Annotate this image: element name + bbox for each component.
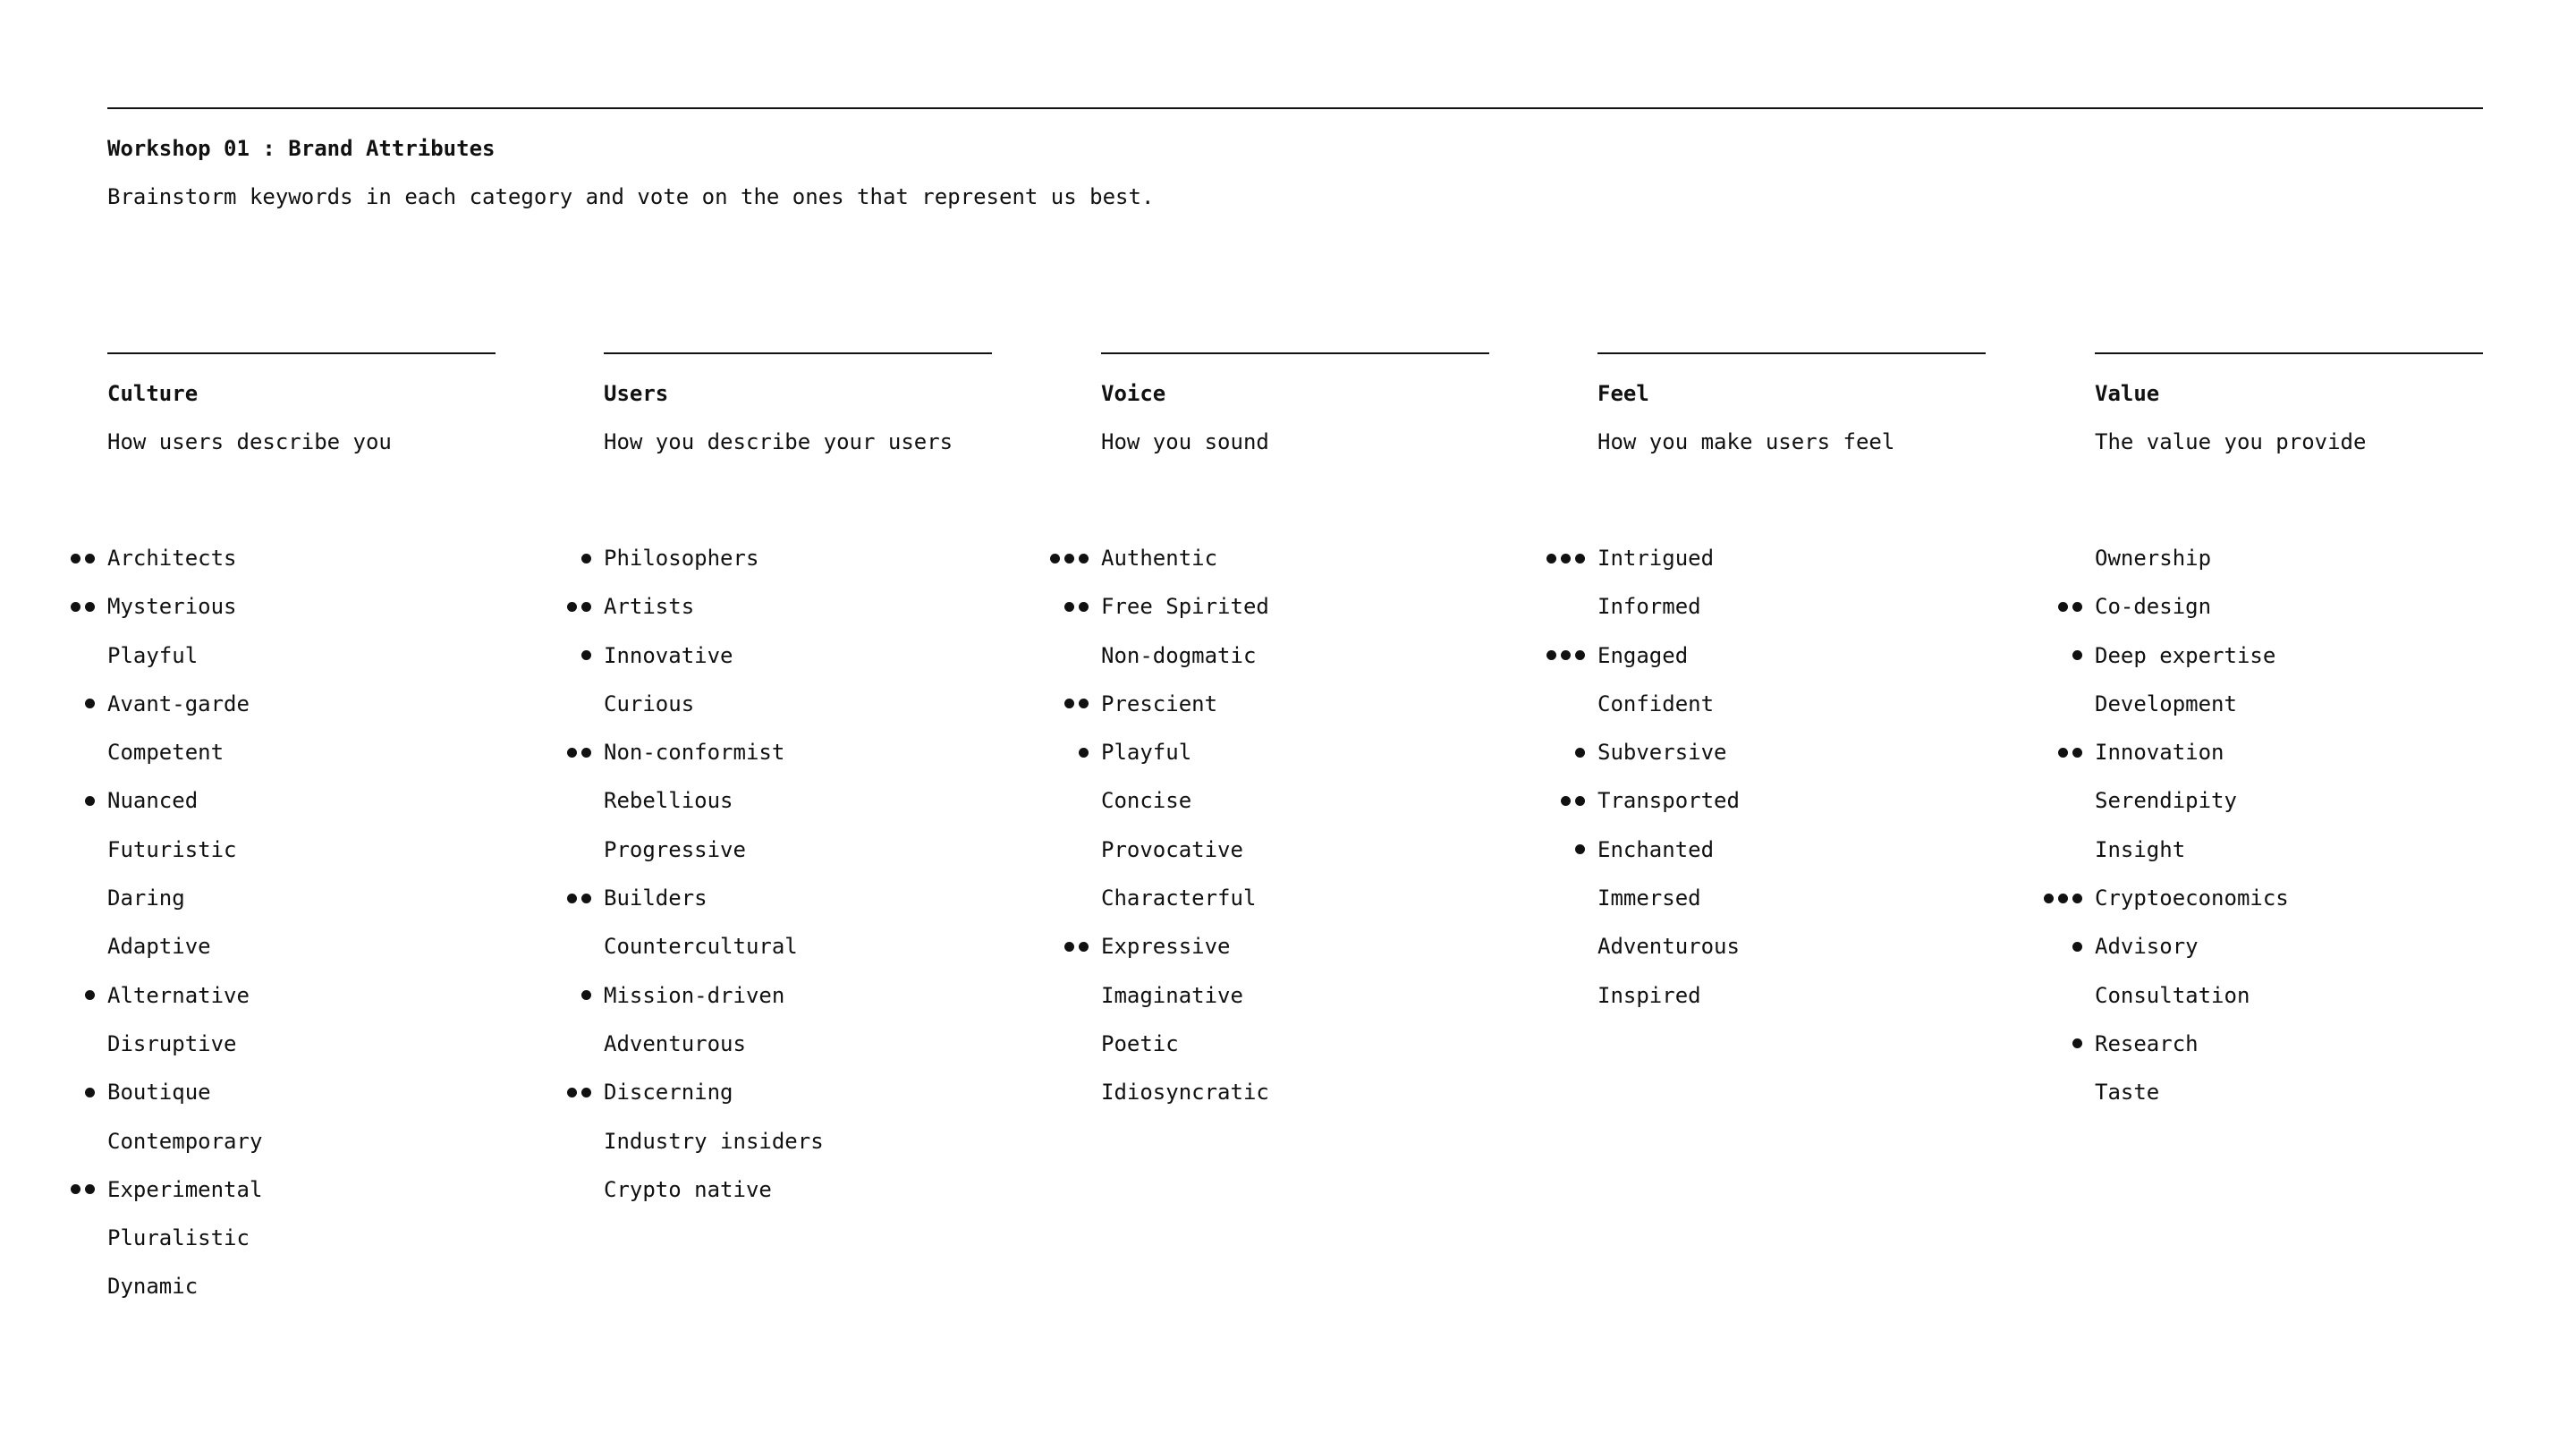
vote-dot-icon xyxy=(85,1088,95,1097)
keyword-item xyxy=(107,738,496,786)
keyword-item xyxy=(107,1272,496,1320)
vote-dot-icon xyxy=(85,1184,95,1194)
keyword-label: Authentic xyxy=(1101,546,1218,571)
keyword-list xyxy=(2095,544,2483,1127)
keyword-label: Mission-driven xyxy=(604,982,785,1008)
vote-dot-icon xyxy=(2072,650,2082,660)
keyword-label: Contemporary xyxy=(107,1128,263,1154)
keyword-label: Curious xyxy=(604,691,695,716)
column-subtitle: How you describe your users xyxy=(604,429,953,454)
keyword-label: Futuristic xyxy=(107,836,237,862)
keyword-label: Cryptoeconomics xyxy=(2095,886,2289,911)
keyword-label: Confident xyxy=(1597,691,1715,716)
vote-count xyxy=(1064,932,1089,961)
vote-dot-icon xyxy=(2058,602,2068,612)
keyword-item xyxy=(107,641,496,690)
keyword-item xyxy=(107,835,496,884)
keyword-item xyxy=(107,1030,496,1078)
keyword-label: Innovative xyxy=(604,642,733,668)
keyword-label: Daring xyxy=(107,886,185,911)
keyword-label: Imaginative xyxy=(1101,982,1243,1008)
vote-count xyxy=(2072,641,2082,670)
keyword-label: Avant-garde xyxy=(107,691,250,716)
keyword-label: Countercultural xyxy=(604,934,798,960)
vote-dot-icon xyxy=(85,990,95,1000)
vote-dot-icon xyxy=(1575,844,1585,854)
vote-count xyxy=(567,592,591,621)
header-divider xyxy=(107,107,2483,109)
vote-dot-icon xyxy=(1575,554,1585,564)
column-subtitle: How you sound xyxy=(1101,429,1269,454)
vote-dot-icon xyxy=(567,602,577,612)
vote-dot-icon xyxy=(1561,554,1571,564)
keyword-label: Nuanced xyxy=(107,788,199,814)
vote-dot-icon xyxy=(1561,650,1571,660)
vote-count xyxy=(1050,544,1089,572)
vote-count xyxy=(1079,738,1089,767)
keyword-label: Subversive xyxy=(1597,740,1727,766)
keyword-item xyxy=(604,544,992,592)
keyword-label: Deep expertise xyxy=(2095,642,2276,668)
keyword-item xyxy=(1101,981,1489,1030)
keyword-label: Development xyxy=(2095,691,2237,716)
keyword-label: Provocative xyxy=(1101,836,1243,862)
keyword-label: Prescient xyxy=(1101,691,1218,716)
keyword-item xyxy=(107,544,496,592)
keyword-item xyxy=(604,1175,992,1224)
vote-count xyxy=(1064,690,1089,718)
vote-dot-icon xyxy=(2044,894,2054,903)
vote-dot-icon xyxy=(71,602,80,612)
keyword-label: Advisory xyxy=(2095,934,2199,960)
vote-dot-icon xyxy=(1079,554,1089,564)
vote-dot-icon xyxy=(1064,699,1074,708)
keyword-label: Enchanted xyxy=(1597,836,1715,862)
keyword-label: Playful xyxy=(1101,740,1192,766)
keyword-item xyxy=(604,786,992,835)
vote-count xyxy=(71,592,95,621)
keyword-item xyxy=(604,1078,992,1126)
keyword-item xyxy=(2095,592,2483,640)
keyword-label: Expressive xyxy=(1101,934,1231,960)
column-divider xyxy=(1101,352,1489,354)
vote-count xyxy=(1546,641,1585,670)
vote-dot-icon xyxy=(1050,554,1060,564)
keyword-item xyxy=(107,884,496,932)
keyword-item xyxy=(604,1127,992,1175)
vote-dot-icon xyxy=(581,650,591,660)
column-value xyxy=(2095,352,2483,1127)
vote-dot-icon xyxy=(581,990,591,1000)
vote-dot-icon xyxy=(2072,894,2082,903)
vote-count xyxy=(567,1078,591,1106)
vote-count xyxy=(2072,1030,2082,1058)
keyword-item xyxy=(107,1078,496,1126)
column-voice xyxy=(1101,352,1489,1127)
column-feel xyxy=(1597,352,1986,1030)
keyword-label: Adaptive xyxy=(107,934,211,960)
vote-dot-icon xyxy=(581,602,591,612)
keyword-label: Intrigued xyxy=(1597,546,1715,571)
keyword-item xyxy=(1101,786,1489,835)
vote-dot-icon xyxy=(581,894,591,903)
vote-count xyxy=(1064,592,1089,621)
keyword-item xyxy=(1101,738,1489,786)
vote-dot-icon xyxy=(85,602,95,612)
vote-count xyxy=(85,690,95,718)
vote-count xyxy=(1561,786,1585,815)
keyword-item xyxy=(2095,884,2483,932)
keyword-item xyxy=(604,738,992,786)
keyword-item xyxy=(2095,690,2483,738)
keyword-item xyxy=(604,884,992,932)
keyword-label: Rebellious xyxy=(604,788,733,814)
keyword-item xyxy=(1101,690,1489,738)
column-subtitle: The value you provide xyxy=(2095,429,2367,454)
keyword-label: Ownership xyxy=(2095,546,2212,571)
vote-count xyxy=(1575,835,1585,864)
keyword-item xyxy=(604,641,992,690)
keyword-list xyxy=(107,544,496,1321)
vote-dot-icon xyxy=(1064,942,1074,952)
keyword-label: Philosophers xyxy=(604,546,759,571)
vote-dot-icon xyxy=(567,894,577,903)
keyword-item xyxy=(1101,835,1489,884)
keyword-item xyxy=(2095,981,2483,1030)
keyword-item xyxy=(2095,738,2483,786)
keyword-item xyxy=(1101,641,1489,690)
column-title: Users xyxy=(604,381,669,406)
keyword-item xyxy=(2095,544,2483,592)
column-divider xyxy=(1597,352,1986,354)
keyword-item xyxy=(1101,544,1489,592)
keyword-label: Crypto native xyxy=(604,1176,772,1202)
keyword-label: Disruptive xyxy=(107,1030,237,1056)
vote-dot-icon xyxy=(1561,796,1571,806)
keyword-item xyxy=(1597,738,1986,786)
keyword-item xyxy=(107,786,496,835)
keyword-label: Architects xyxy=(107,546,237,571)
keyword-label: Non-conformist xyxy=(604,740,785,766)
keyword-item xyxy=(107,592,496,640)
keyword-item xyxy=(1597,884,1986,932)
keyword-label: Alternative xyxy=(107,982,250,1008)
keyword-label: Competent xyxy=(107,740,225,766)
keyword-label: Transported xyxy=(1597,788,1740,814)
vote-dot-icon xyxy=(1079,748,1089,758)
keyword-label: Poetic xyxy=(1101,1030,1179,1056)
page-title: Workshop 01 : Brand Attributes xyxy=(107,136,496,161)
keyword-item xyxy=(107,1175,496,1224)
column-divider xyxy=(107,352,496,354)
vote-count xyxy=(85,981,95,1010)
vote-dot-icon xyxy=(85,796,95,806)
keyword-item xyxy=(107,1127,496,1175)
keyword-label: Informed xyxy=(1597,594,1701,620)
keyword-item xyxy=(1101,592,1489,640)
vote-dot-icon xyxy=(2072,748,2082,758)
keyword-item xyxy=(1101,1030,1489,1078)
keyword-item xyxy=(107,690,496,738)
keyword-item xyxy=(604,835,992,884)
vote-count xyxy=(71,544,95,572)
keyword-item xyxy=(604,1030,992,1078)
vote-dot-icon xyxy=(1546,554,1556,564)
keyword-label: Boutique xyxy=(107,1080,211,1106)
workshop-board xyxy=(107,107,2483,1300)
keyword-item xyxy=(1101,1078,1489,1126)
keyword-label: Consultation xyxy=(2095,982,2250,1008)
keyword-label: Non-dogmatic xyxy=(1101,642,1257,668)
keyword-label: Industry insiders xyxy=(604,1128,824,1154)
keyword-item xyxy=(2095,1078,2483,1126)
vote-dot-icon xyxy=(71,1184,80,1194)
keyword-label: Adventurous xyxy=(604,1030,746,1056)
keyword-list xyxy=(1597,544,1986,1030)
column-divider xyxy=(604,352,992,354)
vote-count xyxy=(71,1175,95,1204)
column-subtitle: How you make users feel xyxy=(1597,429,1895,454)
keyword-item xyxy=(1597,544,1986,592)
keyword-label: Inspired xyxy=(1597,982,1701,1008)
vote-count xyxy=(85,1078,95,1106)
keyword-label: Serendipity xyxy=(2095,788,2237,814)
keyword-item xyxy=(107,932,496,980)
vote-dot-icon xyxy=(85,554,95,564)
keyword-label: Adventurous xyxy=(1597,934,1740,960)
keyword-label: Mysterious xyxy=(107,594,237,620)
keyword-label: Playful xyxy=(107,642,199,668)
vote-dot-icon xyxy=(1079,942,1089,952)
vote-dot-icon xyxy=(2058,748,2068,758)
vote-count xyxy=(2058,592,2082,621)
column-culture xyxy=(107,352,496,1321)
vote-count xyxy=(1546,544,1585,572)
column-title: Voice xyxy=(1101,381,1166,406)
vote-dot-icon xyxy=(1575,796,1585,806)
keyword-item xyxy=(1597,835,1986,884)
keyword-item xyxy=(1597,641,1986,690)
vote-dot-icon xyxy=(71,554,80,564)
vote-dot-icon xyxy=(1079,699,1089,708)
keyword-label: Pluralistic xyxy=(107,1225,250,1251)
keyword-label: Dynamic xyxy=(107,1274,199,1300)
keyword-item xyxy=(2095,835,2483,884)
page-subtitle: Brainstorm keywords in each category and vote on the ones that represent us best. xyxy=(107,184,1155,209)
keyword-label: Innovation xyxy=(2095,740,2224,766)
column-users xyxy=(604,352,992,1224)
keyword-label: Discerning xyxy=(604,1080,733,1106)
attribute-columns xyxy=(107,352,2483,1381)
keyword-label: Taste xyxy=(2095,1080,2160,1106)
keyword-list xyxy=(1101,544,1489,1127)
keyword-item xyxy=(2095,932,2483,980)
keyword-label: Concise xyxy=(1101,788,1192,814)
vote-count xyxy=(2044,884,2082,912)
keyword-item xyxy=(2095,786,2483,835)
vote-dot-icon xyxy=(1575,650,1585,660)
vote-dot-icon xyxy=(2072,602,2082,612)
keyword-item xyxy=(1597,690,1986,738)
keyword-item xyxy=(107,981,496,1030)
vote-count xyxy=(567,738,591,767)
vote-dot-icon xyxy=(581,1088,591,1097)
column-title: Value xyxy=(2095,381,2160,406)
keyword-item xyxy=(107,1224,496,1272)
vote-count xyxy=(1575,738,1585,767)
keyword-item xyxy=(1597,592,1986,640)
vote-dot-icon xyxy=(1546,650,1556,660)
keyword-label: Research xyxy=(2095,1030,2199,1056)
keyword-item xyxy=(1101,884,1489,932)
vote-count xyxy=(2058,738,2082,767)
keyword-label: Engaged xyxy=(1597,642,1689,668)
keyword-item xyxy=(1597,981,1986,1030)
column-divider xyxy=(2095,352,2483,354)
keyword-label: Co-design xyxy=(2095,594,2212,620)
keyword-item xyxy=(604,690,992,738)
vote-dot-icon xyxy=(2072,1038,2082,1048)
vote-dot-icon xyxy=(85,699,95,708)
vote-dot-icon xyxy=(2072,942,2082,952)
keyword-label: Free Spirited xyxy=(1101,594,1269,620)
keyword-label: Builders xyxy=(604,886,708,911)
keyword-item xyxy=(2095,641,2483,690)
vote-dot-icon xyxy=(581,748,591,758)
vote-count xyxy=(85,786,95,815)
keyword-item xyxy=(1101,932,1489,980)
keyword-item xyxy=(2095,1030,2483,1078)
column-subtitle: How users describe you xyxy=(107,429,392,454)
vote-dot-icon xyxy=(2058,894,2068,903)
keyword-label: Idiosyncratic xyxy=(1101,1080,1269,1106)
keyword-list xyxy=(604,544,992,1224)
vote-count xyxy=(581,641,591,670)
vote-dot-icon xyxy=(567,1088,577,1097)
keyword-label: Experimental xyxy=(107,1176,263,1202)
vote-count xyxy=(2072,932,2082,961)
column-title: Feel xyxy=(1597,381,1649,406)
vote-dot-icon xyxy=(581,554,591,564)
keyword-item xyxy=(1597,786,1986,835)
vote-count xyxy=(581,981,591,1010)
vote-dot-icon xyxy=(1064,554,1074,564)
keyword-label: Progressive xyxy=(604,836,746,862)
keyword-label: Immersed xyxy=(1597,886,1701,911)
vote-dot-icon xyxy=(1575,748,1585,758)
keyword-label: Insight xyxy=(2095,836,2186,862)
vote-dot-icon xyxy=(1079,602,1089,612)
keyword-item xyxy=(604,592,992,640)
keyword-label: Characterful xyxy=(1101,886,1257,911)
keyword-item xyxy=(1597,932,1986,980)
column-title: Culture xyxy=(107,381,199,406)
keyword-item xyxy=(604,981,992,1030)
vote-count xyxy=(567,884,591,912)
keyword-item xyxy=(604,932,992,980)
vote-dot-icon xyxy=(567,748,577,758)
vote-dot-icon xyxy=(1064,602,1074,612)
keyword-label: Artists xyxy=(604,594,695,620)
vote-count xyxy=(581,544,591,572)
